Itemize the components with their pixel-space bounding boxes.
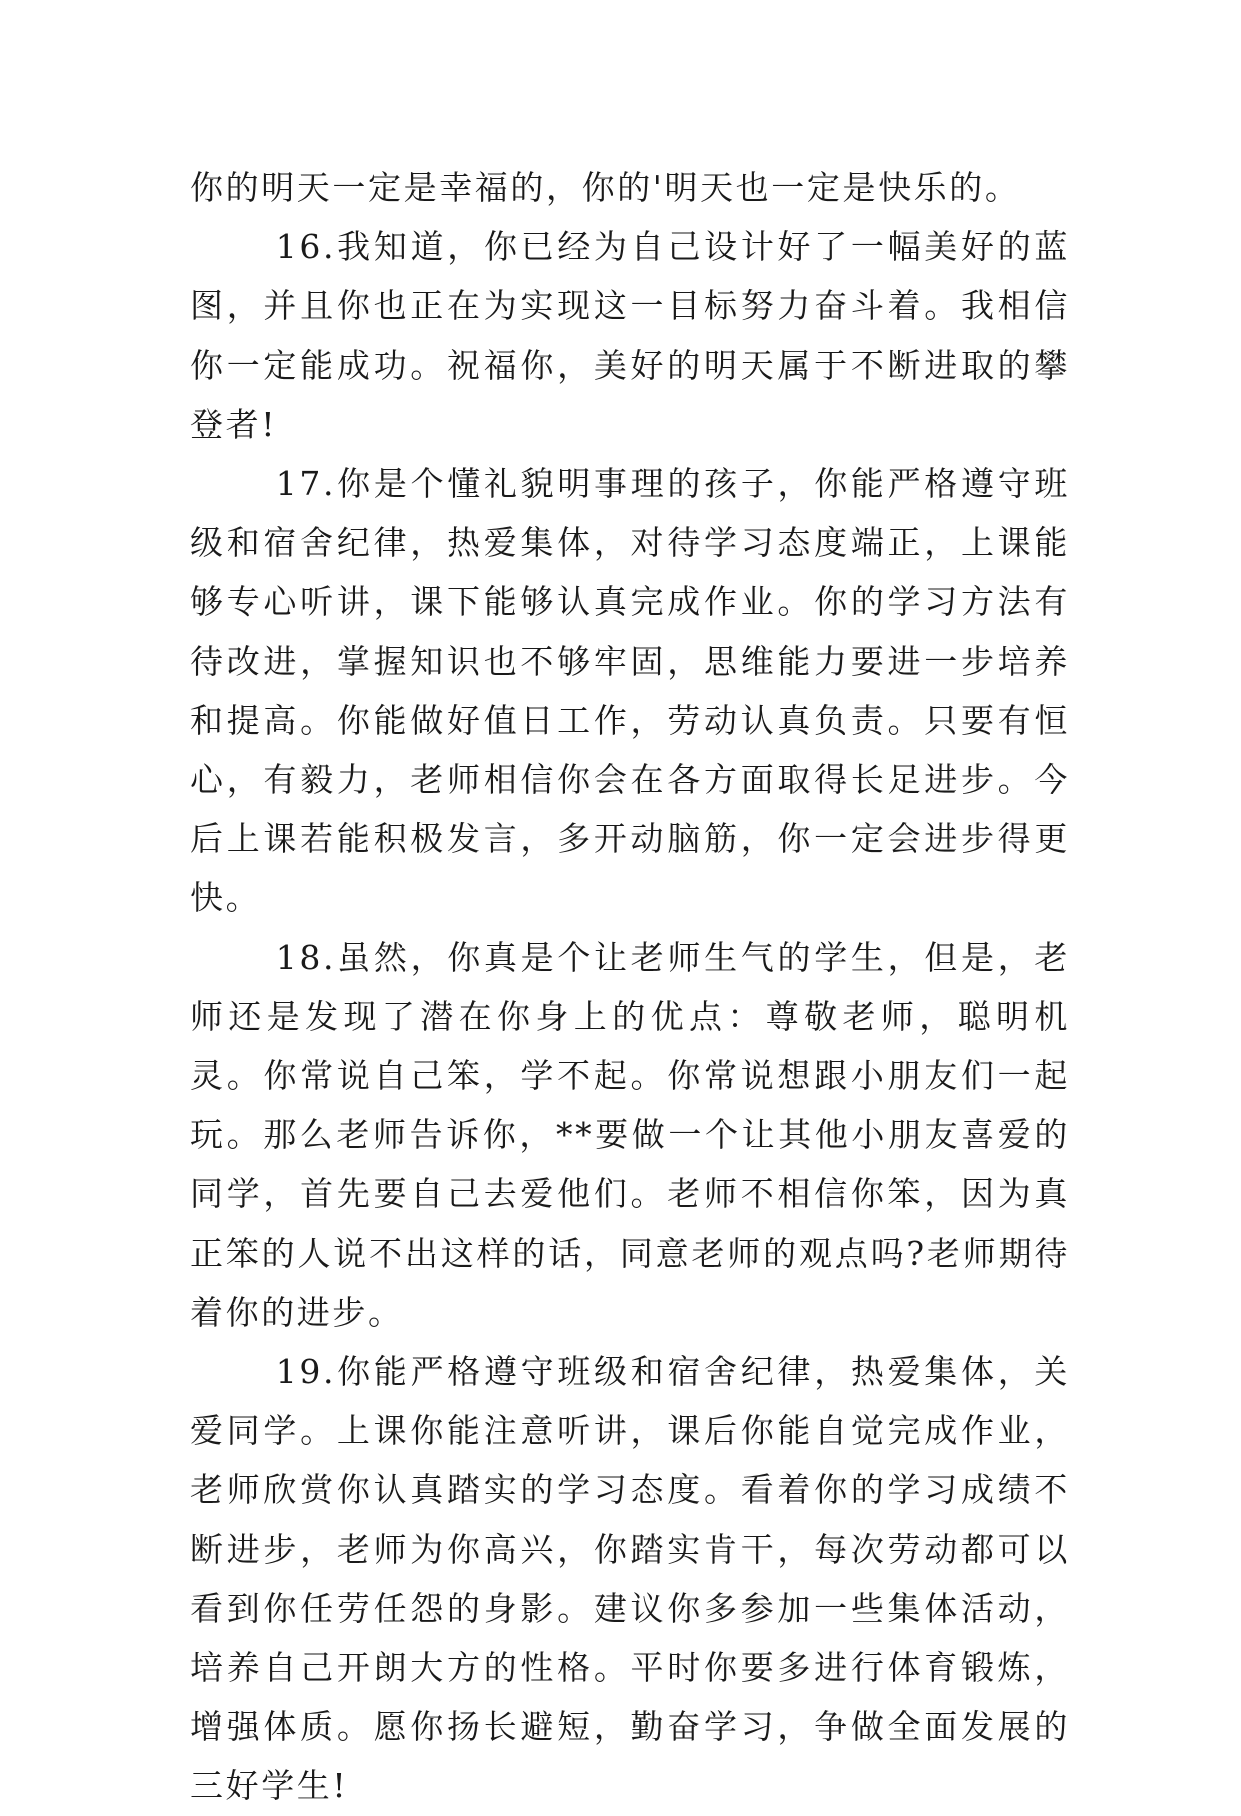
paragraph-19: 19.你能严格遵守班级和宿舍纪律，热爱集体，关爱同学。上课你能注意听讲，课后你能自觉完成作业，老师欣赏你认真踏实的学习态度。看着你的学习成绩不断进步，老师为你高兴，你踏实肯干，每次劳动都可以看到你任劳任怨的身影。建议你多参加一些集体活动，培养自己开朗大方的性格。平时你要多进行体育锻炼，增强体质。愿你扬长避短，勤奋学习，争做全面发展的三好学生!	[190, 1352, 1070, 1806]
paragraph-17: 17.你是个懂礼貌明事理的孩子，你能严格遵守班级和宿舍纪律，热爱集体，对待学习态度端正，上课能够专心听讲，课下能够认真完成作业。你的学习方法有待改进，掌握知识也不够牢固，思维能力要进一步培养和提高。你能做好值日工作，劳动认真负责。只要有恒心，有毅力，老师相信你会在各方面取得长足进步。今后上课若能积极发言，多开动脑筋，你一定会进步得更快。	[190, 464, 1070, 918]
document-body	[190, 158, 1070, 1816]
paragraph-18: 18.虽然，你真是个让老师生气的学生，但是，老师还是发现了潜在你身上的优点：尊敬老师，聪明机灵。你常说自己笨，学不起。你常说想跟小朋友们一起玩。那么老师告诉你，**要做一个让其他小朋友喜爱的同学，首先要自己去爱他们。老师不相信你笨，因为真正笨的人说不出这样的话，同意老师的观点吗?老师期待着你的进步。	[190, 937, 1070, 1332]
paragraph-16: 16.我知道，你已经为自己设计好了一幅美好的蓝图，并且你也正在为实现这一目标努力奋斗着。我相信你一定能成功。祝福你，美好的明天属于不断进取的攀登者!	[190, 227, 1070, 444]
paragraph-15-continuation: 你的明天一定是幸福的，你的'明天也一定是快乐的。	[190, 168, 1021, 207]
